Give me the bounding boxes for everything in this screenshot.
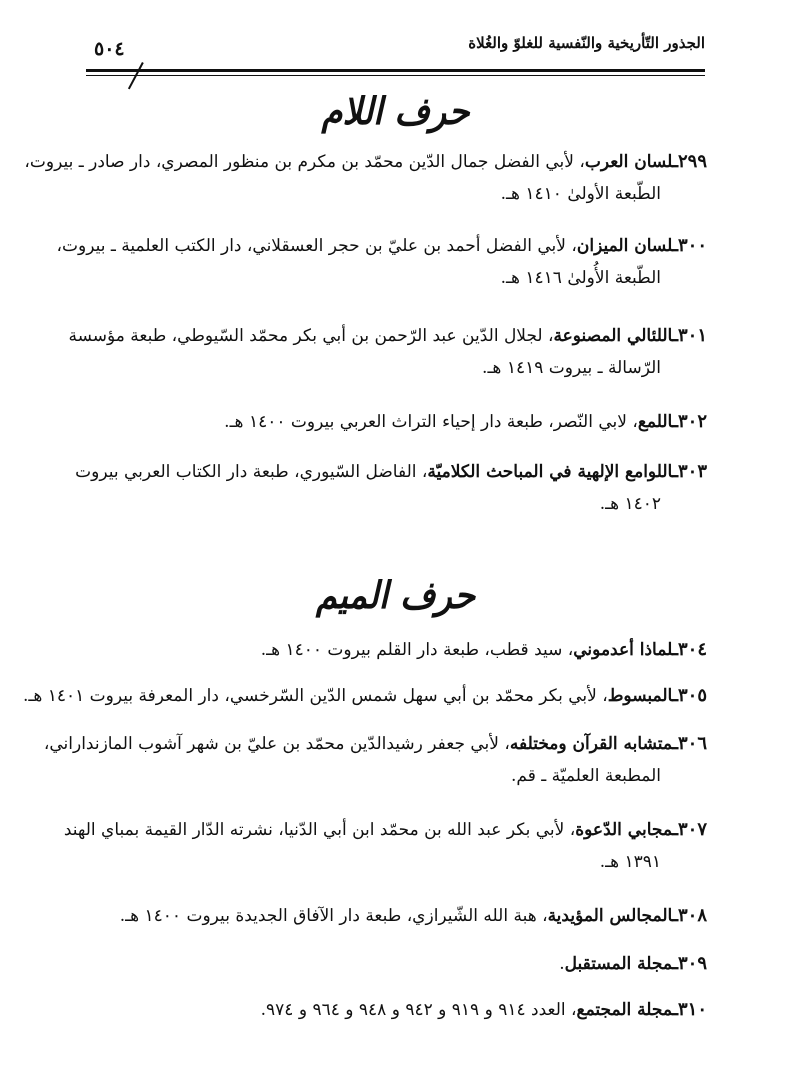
entry-301: ٣٠١ـاللئالي المصنوعة، لجلال الدّين عبد الرّحمن بن أبي بكر محمّد السّيوطي، طبعة مؤسسة الرّسالة ـ بيروت ١٤١٩ هـ. [76,320,707,384]
entry-title: المجالس المؤيدية [547,906,673,926]
entry-details: ، الفاضل السّيوري، طبعة دار الكتاب العربي بيروت [75,462,428,482]
entry-title: مجلة المستقبل [564,954,673,974]
entry-continuation: المطبعة العلميّة ـ قم. [511,766,661,786]
page-number: ٥٠٤ [94,38,125,60]
entry-308: ٣٠٨ـالمجالس المؤيدية، هبة الله الشّيرازي، طبعة دار الآفاق الجديدة بيروت ١٤٠٠ هـ. [119,905,707,926]
entry-continuation: ١٣٩١ هـ. [599,852,661,872]
entry-303: ٣٠٣ـاللوامع الإلهية في المباحث الكلاميّة، الفاضل السّيوري، طبعة دار الكتاب العربي بيروت ١٤٠٢ هـ. [76,456,707,520]
entry-details: ، لأبي الفضل جمال الدّين محمّد بن مكرم بن منظور المصري، دار صادر ـ بيروت، [24,152,585,172]
entry-details: ، لأبي الفضل أحمد بن عليّ بن حجر العسقلاني، دار الكتب العلمية ـ بيروت، [56,236,577,256]
entry-305: ٣٠٥ـالمبسوط، لأبي بكر محمّد بن أبي سهل شمس الدّين السّرخسي، دار المعرفة بيروت ١٤٠١ هـ. [22,685,707,706]
entry-number: ٣٠٧ [677,819,707,840]
entry-300: ٣٠٠ـلسان الميزان، لأبي الفضل أحمد بن عليّ بن حجر العسقلاني، دار الكتب العلمية ـ بيروت، الطّبعة الأُولىٰ ١٤١٦ هـ. [76,230,707,294]
entry-number: ٣١٠ [677,999,707,1020]
entry-302: ٣٠٢ـاللمع، لابي النّصر، طبعة دار إحياء التراث العربي بيروت ١٤٠٠ هـ. [224,411,707,432]
entry-title: لسان الميزان [576,236,673,256]
entry-title: اللمع [637,412,673,432]
header-rule [86,69,705,72]
entry-title: متشابه القرآن ومختلفه [509,734,673,754]
entry-number: ٣٠٠ [677,235,707,256]
entry-307: ٣٠٧ـمجابي الدّعوة، لأبي بكر عبد الله بن محمّد ابن أبي الدّنيا، نشرته الدّار القيمة بمباي الهند ١٣٩١ هـ. [76,814,707,878]
entry-310: ٣١٠ـمجلة المجتمع، العدد ٩١٤ و ٩١٩ و ٩٤٢ و ٩٤٨ و ٩٦٤ و ٩٧٤. [260,999,707,1020]
section-heading-mim: حرف الميم [315,574,476,618]
entry-number: ٣٠٦ [677,733,707,754]
entry-299: ٢٩٩ـلسان العرب، لأبي الفضل جمال الدّين محمّد بن مكرم بن منظور المصري، دار صادر ـ بيروت، الطّبعة الأولىٰ ١٤١٠ هـ. [76,146,707,210]
entry-details: ، لأبي جعفر رشيدالدّين محمّد بن عليّ بن شهر آشوب المازنداراني، [43,734,510,754]
entry-number: ٣٠٥ [677,685,707,706]
entry-details: . [559,954,565,974]
entry-number: ٣٠٨ [677,905,707,926]
entry-continuation: ١٤٠٢ هـ. [599,494,661,514]
entry-title: مجابي الدّعوة [575,820,673,840]
entry-number: ٢٩٩ [677,151,707,172]
entry-continuation: الطّبعة الأُولىٰ ١٤١٦ هـ. [500,268,661,288]
header-title: الجذور التّأريخية والنّفسية للغلوّ والغُلاة [468,34,705,52]
entry-details: ، لأبي بكر محمّد بن أبي سهل شمس الدّين السّرخسي، دار المعرفة بيروت ١٤٠١ هـ. [22,686,608,706]
entry-continuation: الرّسالة ـ بيروت ١٤١٩ هـ. [482,358,661,378]
entry-title: اللوامع الإلهية في المباحث الكلاميّة [427,462,673,482]
entry-304: ٣٠٤ـلماذا أعدموني، سيد قطب، طبعة دار القلم بيروت ١٤٠٠ هـ. [260,639,707,660]
entry-title: لسان العرب [584,152,673,172]
entry-details: ، سيد قطب، طبعة دار القلم بيروت ١٤٠٠ هـ. [260,640,574,660]
header-rule-thin [86,75,705,76]
entry-number: ٣٠٣ [677,461,707,482]
entry-309: ٣٠٩ـمجلة المستقبل. [559,953,707,974]
running-header [86,30,705,74]
entry-details: ، العدد ٩١٤ و ٩١٩ و ٩٤٢ و ٩٤٨ و ٩٦٤ و ٩٧٤. [260,1000,577,1020]
entry-continuation: الطّبعة الأولىٰ ١٤١٠ هـ. [500,184,661,204]
entry-details: ، لجلال الدّين عبد الرّحمن بن أبي بكر محمّد السّيوطي، طبعة مؤسسة [68,326,554,346]
entry-number: ٣٠٢ [677,411,707,432]
entry-details: ، لأبي بكر عبد الله بن محمّد ابن أبي الدّنيا، نشرته الدّار القيمة بمباي الهند [63,820,576,840]
entry-number: ٣٠٩ [677,953,707,974]
entry-title: مجلة المجتمع [576,1000,673,1020]
entry-details: ، هبة الله الشّيرازي، طبعة دار الآفاق الجديدة بيروت ١٤٠٠ هـ. [119,906,548,926]
entry-title: لماذا أعدموني [573,640,673,660]
entry-number: ٣٠٤ [677,639,707,660]
section-heading-lam: حرف اللام [321,90,470,134]
entry-306: ٣٠٦ـمتشابه القرآن ومختلفه، لأبي جعفر رشيدالدّين محمّد بن عليّ بن شهر آشوب المازنداراني، المطبعة العلميّة ـ قم. [76,728,707,792]
entry-number: ٣٠١ [677,325,707,346]
entry-details: ، لابي النّصر، طبعة دار إحياء التراث العربي بيروت ١٤٠٠ هـ. [224,412,638,432]
entry-title: اللئالي المصنوعة [553,326,673,346]
entry-title: المبسوط [607,686,673,706]
